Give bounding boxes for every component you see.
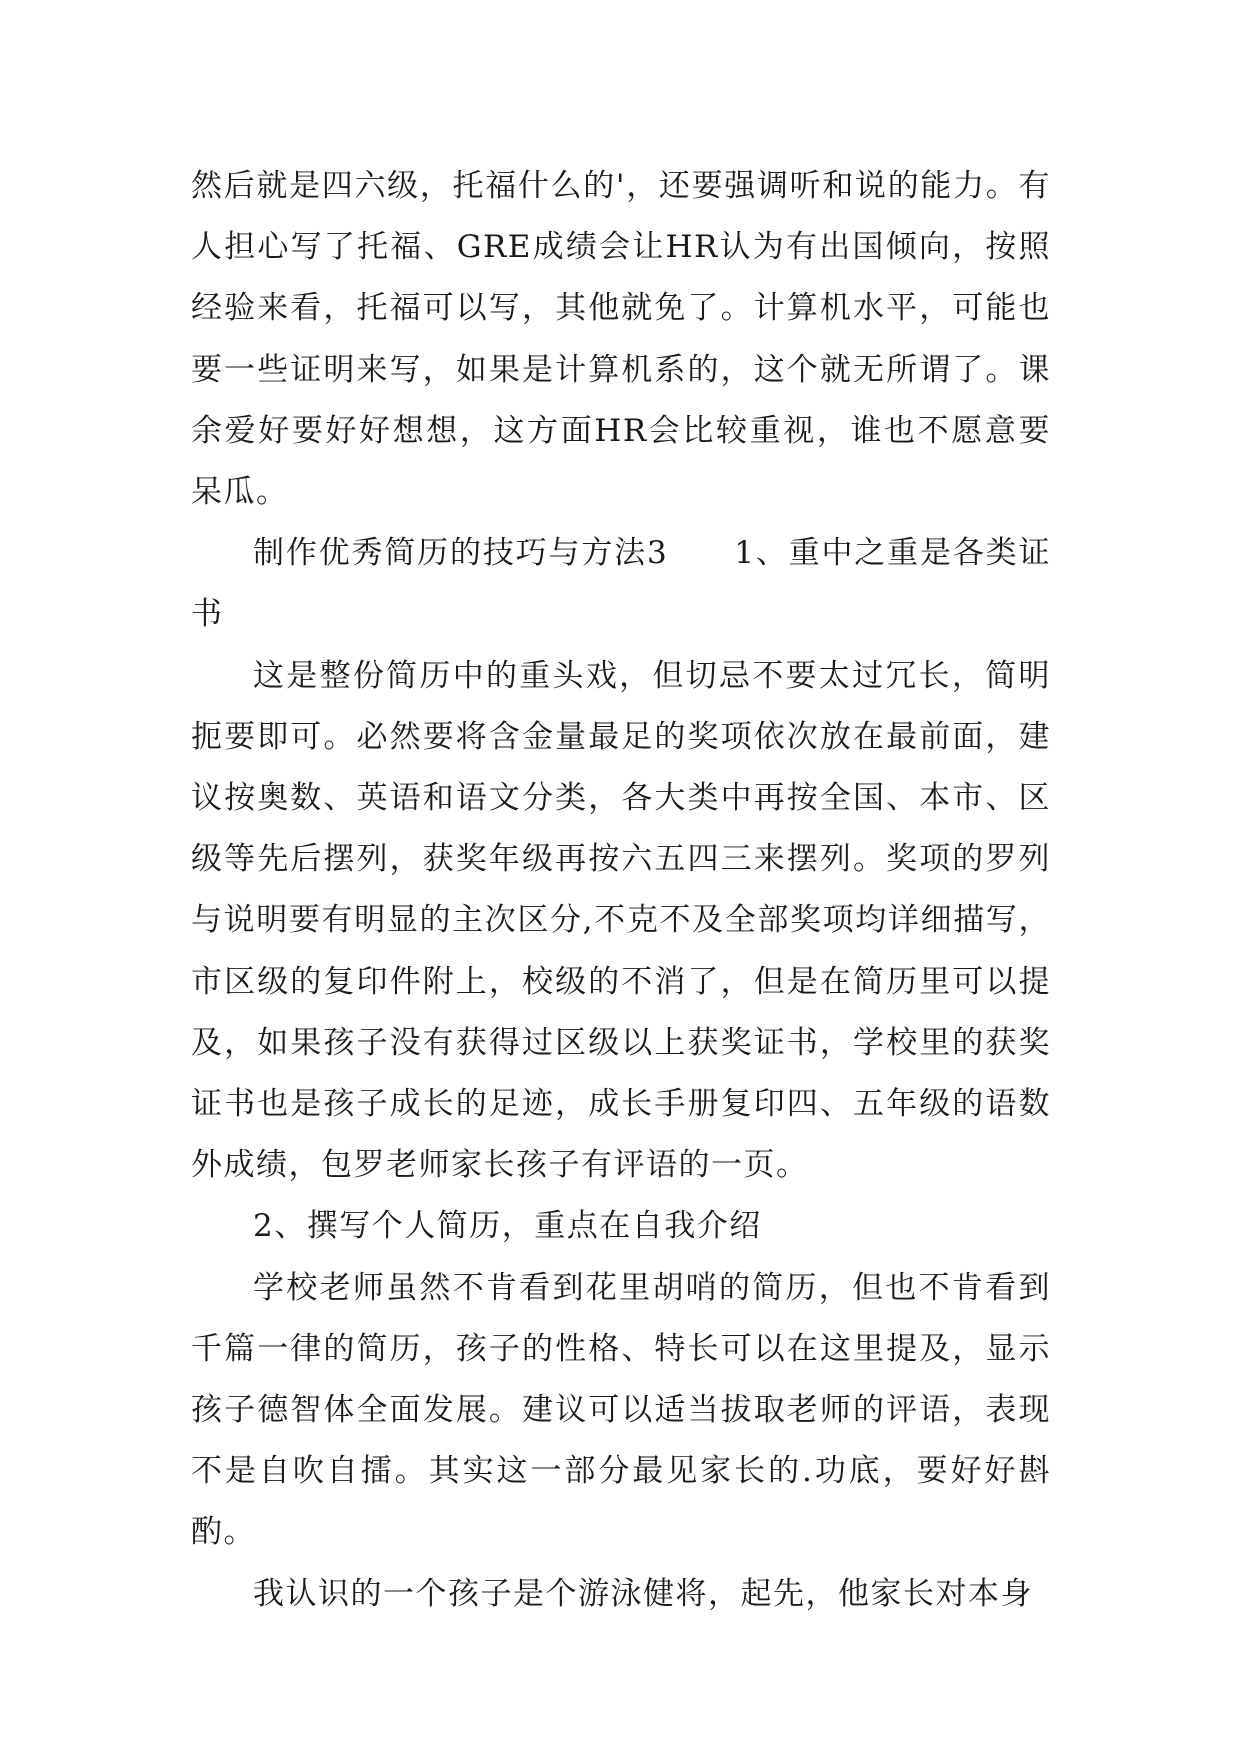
paragraph-example: 我认识的一个孩子是个游泳健将，起先，他家长对本身 <box>253 1575 1033 1612</box>
paragraph-subheading-2: 2、撰写个人简历，重点在自我介绍 <box>253 1208 762 1245</box>
paragraph-self-intro: 学校老师虽然不肯看到花里胡哨的简历，但也不肯看到千篇一律的简历，孩子的性格、特长可以在这里提及，显示孩子德智体全面发展。建议可以适当拔取老师的评语，表现不是自吹自擂。其实这一部分最见家长的.功底，要好好斟酌。 <box>191 1269 1051 1551</box>
paragraph-skills: 然后就是四六级，托福什么的'，还要强调听和说的能力。有人担心写了托福、GRE成绩会让HR认为有出国倾向，按照经验来看，托福可以写，其他就免了。计算机水平，可能也要一些证明来写，如果是计算机系的，这个就无所谓了。课余爱好要好好想想，这方面HR会比较重视，谁也不愿意要呆瓜。 <box>191 168 1051 511</box>
body-text <box>191 156 1051 1625</box>
paragraph-heading-3: 制作优秀简历的技巧与方法3 1、重中之重是各类证书 <box>191 535 1051 633</box>
paragraph-certificates: 这是整份简历中的重头戏，但切忌不要太过冗长，简明扼要即可。必然要将含金量最足的奖项依次放在最前面，建议按奥数、英语和语文分类，各大类中再按全国、本市、区级等先后摆列，获奖年级再按六五四三来摆列。奖项的罗列与说明要有明显的主次区分,不克不及全部奖项均详细描写，市区级的复印件附上，校级的不消了，但是在简历里可以提及，如果孩子没有获得过区级以上获奖证书，学校里的获奖证书也是孩子成长的足迹，成长手册复印四、五年级的语数外成绩，包罗老师家长孩子有评语的一页。 <box>191 657 1051 1184</box>
